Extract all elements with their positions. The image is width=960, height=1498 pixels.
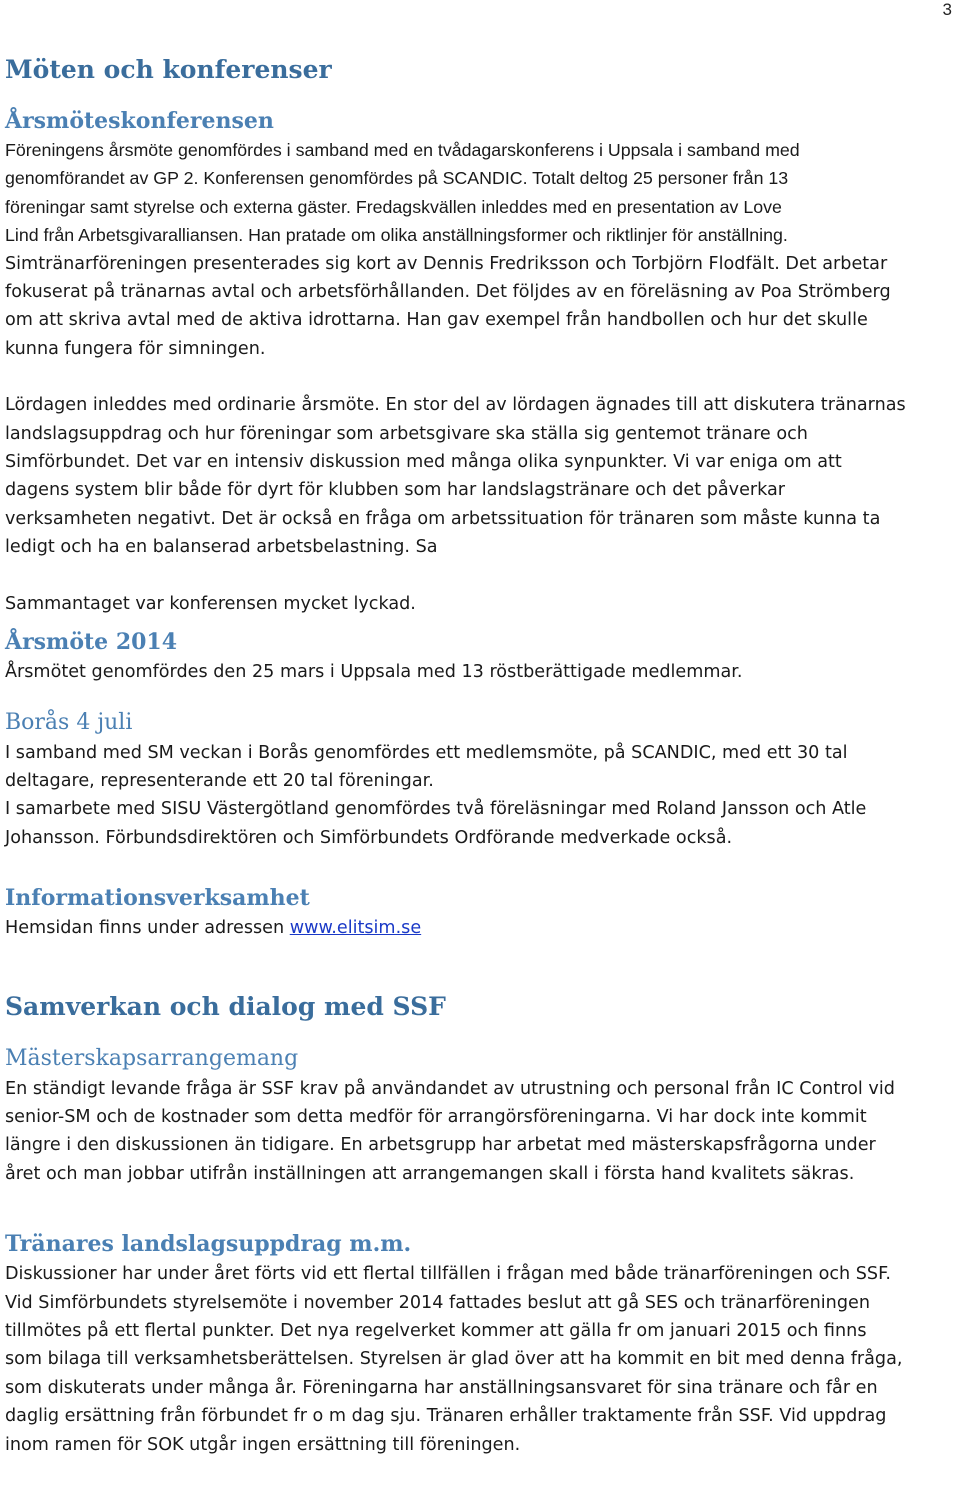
text-line: som diskuterats under många år. Föreningarna har anställningsansvaret för sina tränare och får en [5, 1377, 878, 1398]
heading-annual-meeting-2014: Årsmöte 2014 [5, 629, 178, 656]
text-line: genomförandet av GP 2. Konferensen genomfördes på SCANDIC. Totalt deltog 25 personer från 13 [5, 168, 789, 189]
information-paragraph [5, 914, 957, 942]
text-line: Diskussioner har under året förts vid ett flertal tillfällen i frågan med både tränarföreningen och SSF. [5, 1264, 891, 1285]
annual-conference-paragraph-3: Sammantaget var konferensen mycket lyckad. [5, 593, 416, 614]
text-line: föreningar samt styrelse och externa gäster. Fredagskvällen inleddes med en presentation av Love [5, 196, 782, 217]
text-line: Johansson. Förbundsdirektören och Simförbundets Ordförande medverkade också. [5, 827, 733, 848]
text-line: deltagare, representerande ett 20 tal föreningar. [5, 770, 434, 791]
information-text: Hemsidan finns under adressen [5, 918, 290, 939]
heading-annual-conference: Årsmöteskonferensen [5, 108, 274, 134]
text-line: Simtränarföreningen presenterades sig kort av Dennis Fredriksson och Torbjörn Flodfält. Det arbetar [5, 253, 888, 274]
text-line: daglig ersättning från förbundet fr o m dag sju. Tränaren erhåller traktamente från SSF. Vid uppdrag [5, 1406, 887, 1427]
text-line: En ständigt levande fråga är SSF krav på användandet av utrustning och personal från IC Control vid [5, 1078, 895, 1099]
heading-meetings: Möten och konferenser [5, 55, 332, 84]
heading-championship: Mästerskapsarrangemang [5, 1045, 299, 1071]
text-line: senior-SM och de kostnader som detta medför för arrangörsföreningarna. Vi har dock inte kommit [5, 1106, 867, 1127]
heading-ssf: Samverkan och dialog med SSF [5, 991, 446, 1021]
text-line: Lind från Arbetsgivaralliansen. Han pratade om olika anställningsformer och riktlinjer för anställning. [5, 225, 788, 246]
boras-paragraph-1 [5, 739, 957, 796]
text-line: kunna fungera för simningen. [5, 338, 266, 359]
annual-conference-paragraph-1 [5, 136, 957, 363]
text-line: landslagsuppdrag och hur föreningar som arbetsgivare ska ställa sig gentemot tränare och [5, 423, 808, 444]
text-line: Vid Simförbundets styrelsemöte i november 2014 fattades beslut att gå SES och tränarföreningen [5, 1292, 870, 1313]
heading-coach-assignment: Tränares landslagsuppdrag m.m. [5, 1231, 412, 1258]
text-line: Simförbundet. Det var en intensiv diskussion med många olika synpunkter. Vi var eniga om att [5, 452, 842, 473]
annual-meeting-paragraph: Årsmötet genomfördes den 25 mars i Uppsala med 13 röstberättigade medlemmar. [5, 662, 743, 683]
text-line: året och man jobbar utifrån inställningen att arrangemangen skall i första hand kvalitets säkras. [5, 1163, 855, 1184]
text-line: Föreningens årsmöte genomfördes i samband med en tvådagarskonferens i Uppsala i samband med [5, 140, 800, 160]
heading-boras: Borås 4 juli [5, 709, 133, 735]
website-link[interactable]: www.elitsim.se [289, 918, 422, 939]
text-line: som bilaga till verksamhetsberättelsen. Styrelsen är glad över att ha kommit en bit med denna fråga, [5, 1349, 903, 1370]
text-line: I samarbete med SISU Västergötland genomfördes två föreläsningar med Roland Jansson och Atle [5, 799, 867, 820]
text-line: I samband med SM veckan i Borås genomfördes ett medlemsmöte, på SCANDIC, med ett 30 tal [5, 742, 848, 763]
text-line: inom ramen för SOK utgår ingen ersättning till föreningen. [5, 1434, 521, 1455]
text-line: fokuserat på tränarnas avtal och arbetsförhållanden. Det följdes av en föreläsning av Poa Strömberg [5, 282, 891, 303]
text-line: Lördagen inleddes med ordinarie årsmöte. En stor del av lördagen ägnades till att diskutera tränarnas [5, 395, 906, 416]
text-line: längre i den diskussionen än tidigare. En arbetsgrupp har arbetat med mästerskapsfrågorna under [5, 1135, 876, 1156]
text-line: om att skriva avtal med de aktiva idrottarna. Han gav exempel från handbollen och hur det skulle [5, 310, 868, 331]
text-line: verksamheten negativt. Det är också en fråga om arbetssituation för tränaren som måste kunna ta [5, 508, 881, 529]
annual-conference-paragraph-2 [5, 391, 957, 561]
text-line: ledigt och ha en balanserad arbetsbelastning. Sa [5, 537, 438, 558]
text-line: tillmötes på ett flertal punkter. Det nya regelverket kommer att gälla fr om januari 2015 och finns [5, 1320, 867, 1341]
page-number: 3 [942, 0, 952, 19]
text-line: dagens system blir både för dyrt för klubben som har landslagstränare och det påverkar [5, 480, 786, 501]
heading-information: Informationsverksamhet [5, 885, 310, 912]
championship-paragraph [5, 1075, 957, 1189]
boras-paragraph-2 [5, 795, 957, 852]
document-body [5, 50, 957, 1459]
coach-paragraph [5, 1260, 957, 1459]
